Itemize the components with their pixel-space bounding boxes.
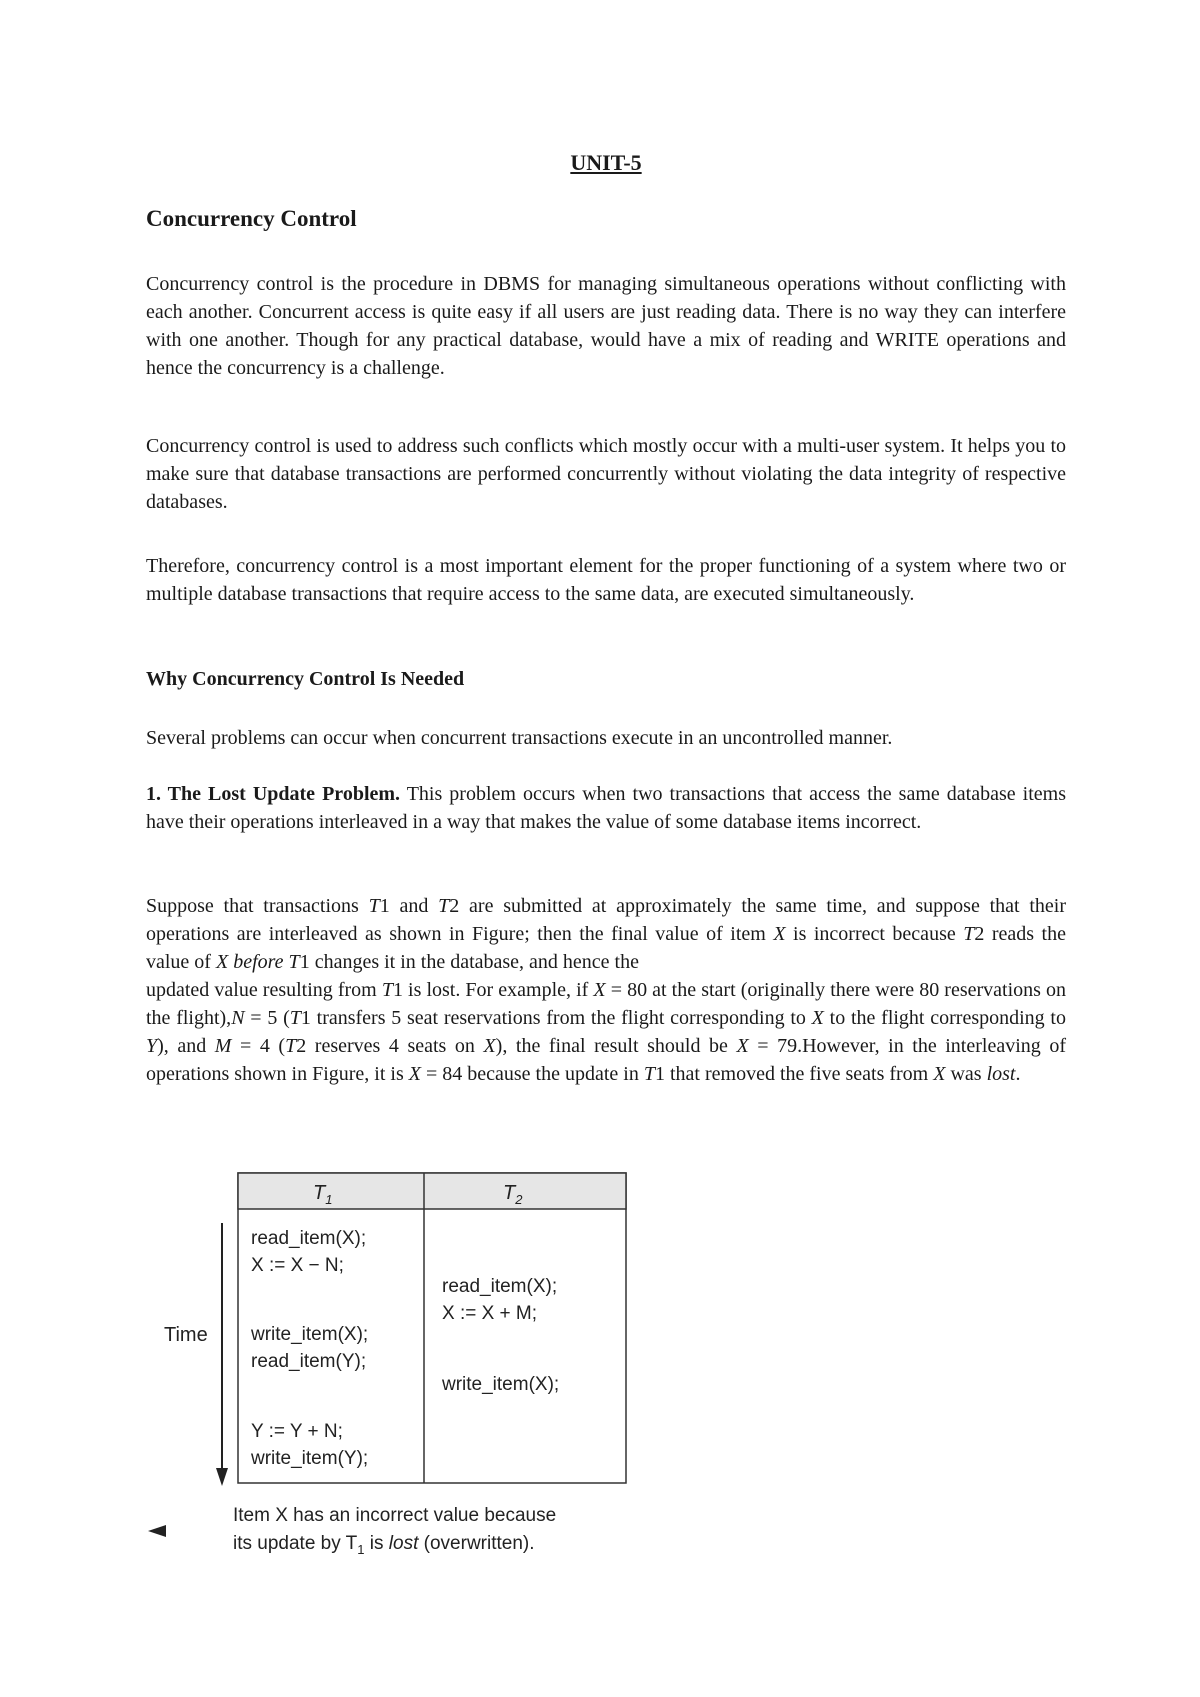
t1-op: write_item(X); [251,1324,369,1345]
var-y: Y [146,1035,158,1057]
text-run: ), and [157,1035,215,1057]
var-n: N [231,1007,245,1029]
text-run: = 5 ( [244,1007,290,1029]
paragraph-text: Concurrency control is the procedure in DBMS for managing simultaneous operations without conflicting with each another. Concurrent access is quite easy if all users are just reading data. There is no way they can interfere with one another. Though for any practical database, would have a mix of reading and WRITE operations and hence the concurrency is a challenge. [146,273,1066,379]
text-run: 1 and [379,895,439,917]
text-run: 1 changes it in the database, and hence the [299,951,639,973]
var-t: T [368,895,380,917]
text-run: = 4 ( [231,1035,286,1057]
text-run: = 79.However, in the interleaving of operations shown in Figure, it is [146,1035,1066,1085]
figure-note-line1: Item X has an incorrect value because [233,1505,557,1526]
lost-emphasis: lost [986,1063,1016,1085]
text-run: 1 transfers 5 seat reservations from the flight corresponding to [300,1007,812,1029]
paragraph-text: Therefore, concurrency control is a most important element for the proper functioning of a system where two or multiple database transactions that require access to the same data, are executed simultaneously. [146,555,1066,605]
text-run: was [945,1063,987,1085]
paragraph-text: Several problems can occur when concurrent transactions execute in an uncontrolled manner. [146,727,893,749]
lost-update-text: This problem occurs when two transactions that access the same database items have their operations interleaved in a way that makes the value of some database items incorrect. [146,783,1066,833]
t1-op: write_item(Y); [251,1448,369,1469]
text-run: = 84 because the update in [420,1063,644,1085]
var-x: X [773,923,786,945]
var-t: T [963,923,975,945]
var-t: T [285,1035,297,1057]
t2-op: read_item(X); [442,1276,558,1297]
t1-op: Y := Y + N; [251,1421,343,1442]
var-x-before-t: X before T [215,951,300,973]
text-run: 1 is lost. For example, if [392,979,594,1001]
var-x: X [483,1035,496,1057]
text-run: to the flight corresponding to [823,1007,1066,1029]
lost-update-label: 1. The Lost Update Problem. [146,783,401,805]
note-arrow-icon [148,1525,166,1537]
text-run: ), the final result should be [495,1035,737,1057]
text-run: 1 that removed the five seats from [654,1063,934,1085]
t1-op: read_item(Y); [251,1351,367,1372]
var-t: T [381,979,393,1001]
text-run: 2 reserves 4 seats on [296,1035,484,1057]
var-t: T [438,895,450,917]
t2-op: X := X + M; [442,1303,538,1324]
time-label: Time [164,1324,208,1346]
t1-op: X := X − N; [251,1255,344,1276]
text-run: Suppose that transactions [146,895,369,917]
t2-op: write_item(X); [442,1374,560,1395]
text-run: is incorrect because [785,923,964,945]
var-m: M [214,1035,232,1057]
var-x: X [593,979,606,1001]
why-heading: Why Concurrency Control Is Needed [146,668,465,690]
text-run: 2 reads the value of [146,923,1066,973]
var-x: X [811,1007,824,1029]
table-header-row [238,1173,626,1209]
var-x: X [736,1035,749,1057]
text-run: . [1015,1063,1021,1085]
figure-note-line2: its update by $T_1$ is lost (overwritten). [233,1533,535,1557]
t1-header: $T_1$ [313,1182,333,1207]
t1-op: read_item(X); [251,1228,367,1249]
time-arrow-head [216,1468,228,1486]
page-title: Concurrency Control [146,206,357,231]
var-x: X [408,1063,421,1085]
paragraph-text: Concurrency control is used to address such conflicts which mostly occur with a multi-user system. It helps you to make sure that database transactions are performed concurrently without violating the data integrity of respective databases. [146,435,1066,513]
var-x: X [933,1063,946,1085]
unit-title: UNIT-5 [570,150,642,175]
text-run: = 80 at the start (originally there were 80 reservations on the flight), [146,979,1066,1029]
t2-header: $T_2$ [503,1182,523,1207]
text-run: 2 are submitted at approximately the same time, and suppose that their operations are interleaved as shown in Figure; then the final value of item [146,895,1066,945]
var-t: T [289,1007,301,1029]
text-run: updated value resulting from [146,979,382,1001]
var-t: T [643,1063,655,1085]
